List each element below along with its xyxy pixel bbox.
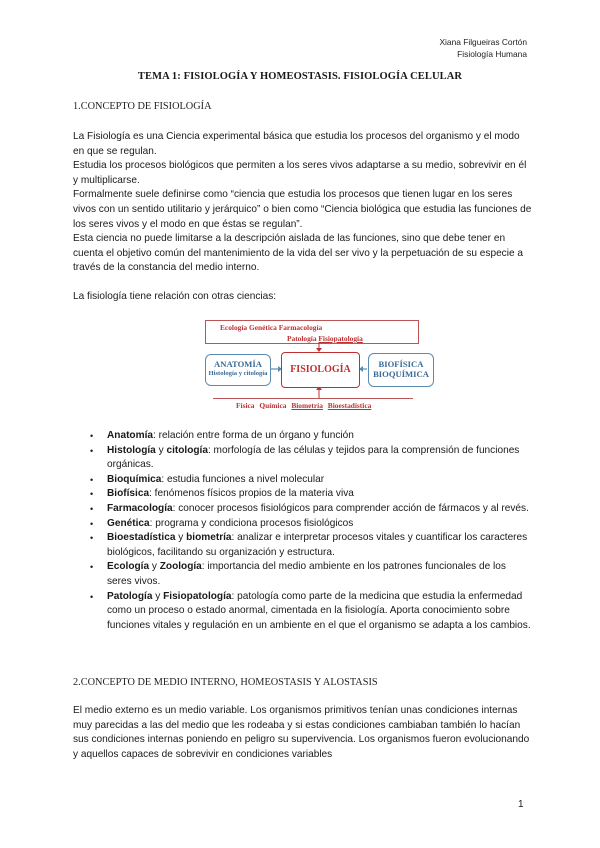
list-item-description: : programa y condiciona procesos fisiológicos	[149, 517, 354, 529]
list-item	[90, 531, 533, 560]
pathophysiology-label: Fisiopatología	[318, 334, 363, 343]
paragraph: La Fisiología es una Ciencia experimental básica que estudia los procesos del organismo y el modo en que se regulan.	[73, 131, 520, 157]
page-number: 1	[518, 799, 524, 810]
anatomy-box	[205, 354, 271, 386]
list-item-term: Fisiopatología	[163, 590, 232, 602]
relation-intro: La fisiología tiene relación con otras ciencias:	[73, 291, 277, 302]
physiology-box	[281, 352, 360, 388]
biostatistics-label: Bioestadística	[327, 401, 372, 410]
list-item-connector: y	[152, 590, 164, 602]
list-item-description: : patología como parte de la medicina que estudia la enfermedad como un proceso o estado anormal, cimentada en la fisiología. Aporta conocimiento sobre funciones vitales y regulación en un ambiente en el que el organismo se adapta a los cambios.	[107, 590, 531, 631]
physiology-label: FISIOLOGÍA	[290, 364, 351, 375]
anatomy-label: ANATOMÍA	[214, 359, 262, 369]
biochemistry-label: BIOQUÍMICA	[373, 369, 429, 379]
paragraph: Estudia los procesos biológicos que permiten a los seres vivos adaptarse a su medio, sobrevivir en él y multiplicarse.	[73, 160, 527, 186]
bottom-divider	[213, 398, 413, 399]
list-item	[90, 473, 533, 488]
list-item-term: Biofísica	[107, 488, 150, 500]
section-2-heading: 2.CONCEPTO DE MEDIO INTERNO, HOMEOSTASIS Y ALOSTASIS	[73, 677, 378, 688]
list-item-term: Bioestadística	[107, 532, 176, 544]
paragraph: Esta ciencia no puede limitarse a la descripción aislada de las funciones, sino que debe tener en cuenta el objetivo común del mantenimiento de la vida del ser vivo y la perpetuación de su especie a través de la constancia del medio interno.	[73, 233, 524, 274]
physics-label: Física	[236, 401, 255, 410]
histology-label: Histología y citología	[208, 370, 268, 377]
related-sciences-list	[90, 429, 533, 633]
list-item-term: Patología	[107, 590, 153, 602]
list-item-term: citología	[166, 444, 208, 456]
list-item-term: Genética	[107, 517, 150, 529]
list-item-connector: y	[149, 561, 160, 573]
biometry-label: Biometría	[291, 401, 323, 410]
list-item	[90, 590, 533, 634]
list-item-term: Zoología	[159, 561, 202, 573]
list-item-description: : morfología de las células y tejidos para la comprensión de funciones orgánicas.	[107, 444, 520, 471]
list-item-term: Histología	[107, 444, 156, 456]
list-item-description: : fenómenos físicos propios de la materia viva	[149, 488, 354, 500]
biophysics-box	[368, 353, 434, 387]
section-2-body	[73, 704, 533, 762]
chemistry-label: Química	[259, 401, 287, 410]
subject-name: Fisiología Humana	[457, 49, 527, 59]
list-item-connector: y	[155, 444, 167, 456]
list-item-description: : analizar e interpretar procesos vitales y cuantificar los caracteres biológicos, facilitando su organización y estructura.	[107, 532, 528, 558]
list-item	[90, 429, 533, 444]
list-item-description: : estudia funciones a nivel molecular	[161, 473, 325, 485]
list-item	[90, 487, 533, 502]
list-item-connector: y	[175, 532, 187, 544]
list-item-term: Bioquímica	[107, 473, 162, 485]
list-item-description: : conocer procesos fisiológicos para comprender acción de fármacos y al revés.	[172, 502, 529, 514]
list-item-description: : relación entre forma de un órgano y función	[153, 430, 354, 441]
bottom-sciences-line	[236, 401, 374, 410]
author-name: Xiana Filgueiras Cortón	[439, 37, 527, 47]
biophysics-label: BIOFÍSICA	[378, 359, 424, 369]
pathology-label: Patología	[287, 334, 317, 343]
list-item-term: Anatomía	[107, 430, 153, 441]
paragraph: El medio externo es un medio variable. Los organismos primitivos tenían unas condiciones internas muy parecidas a las del medio que les rodeaba y si estas condiciones cambiaban también lo hacían sus condiciones internas poniendo en peligro su supervivencia. Los organismos fueron evolucionando y aquellos capaces de sobrevivir en condiciones variables	[73, 705, 530, 760]
section-1-heading: 1.CONCEPTO DE FISIOLOGÍA	[73, 101, 212, 112]
document-header	[439, 36, 527, 60]
list-item-term: Farmacología	[107, 502, 173, 514]
top-sciences-line: Ecología Genética Farmacología	[220, 323, 323, 332]
list-item-term: biometría	[186, 532, 232, 544]
document-title: TEMA 1: FISIOLOGÍA Y HOMEOSTASIS. FISIOLOGÍA CELULAR	[137, 71, 463, 82]
list-item-term: Ecología	[107, 561, 150, 573]
physiology-relations-diagram	[200, 318, 432, 418]
section-1-body	[73, 130, 533, 276]
list-item	[90, 444, 533, 473]
paragraph: Formalmente suele definirse como “ciencia que estudia los procesos que tienen lugar en los seres vivos con un sentido utilitario y jerárquico” o bien como “Ciencia biológica que estudia las funciones de los seres vivos y el modo en que éstas se regulan”.	[73, 189, 532, 230]
list-item-description: : importancia del medio ambiente en los patrones funcionales de los seres vivos.	[107, 561, 506, 587]
list-item	[90, 517, 533, 532]
list-item	[90, 502, 533, 517]
list-item	[90, 560, 533, 589]
